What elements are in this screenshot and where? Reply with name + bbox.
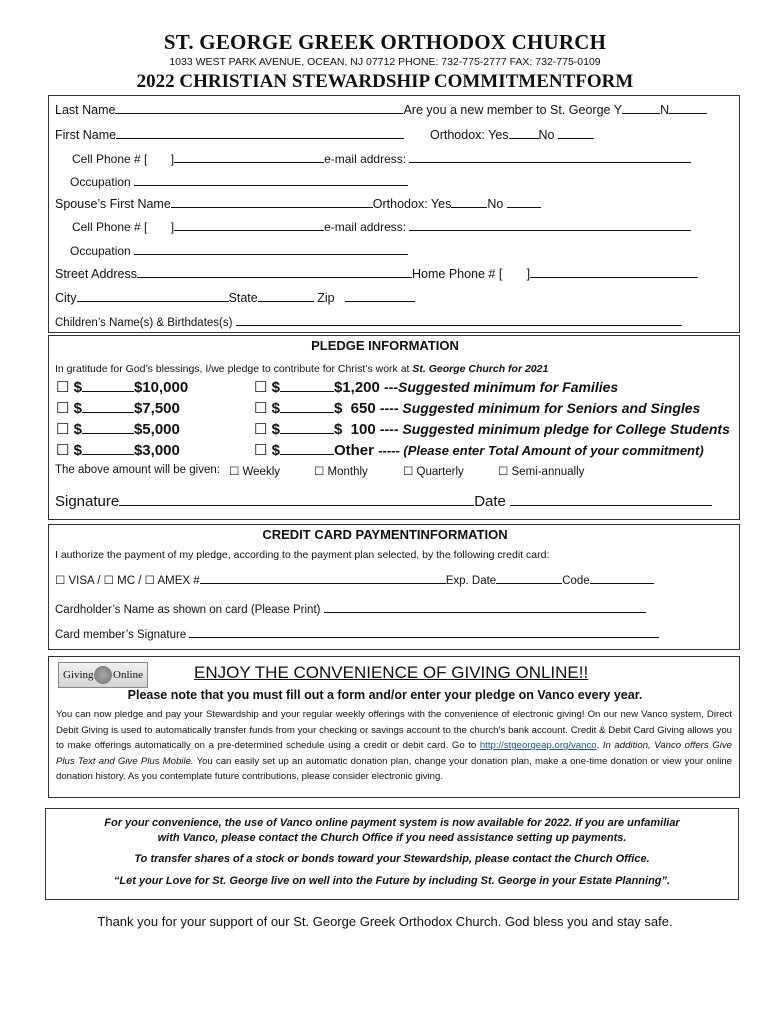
occupation-label: Occupation [70, 175, 131, 189]
code-label: Code [562, 575, 590, 587]
note-line-4: “Let your Love for St. George live on well into the Future by including St. George in your Estate Planning”. [113, 875, 671, 887]
cell-phone-label: Cell Phone # [ [72, 152, 148, 166]
email-label: e-mail address: [324, 152, 407, 166]
dollar-sign: $ [73, 442, 82, 459]
pledge-checkbox-1[interactable]: ☐ [56, 379, 70, 396]
new-member-no-field[interactable] [669, 102, 707, 114]
cardholder-row [55, 601, 646, 618]
pledge-amount-650: $ 650 [333, 400, 376, 417]
online-heading: ENJOY THE CONVENIENCE OF GIVING ONLINE!! [194, 663, 589, 682]
pledge-checkbox-6[interactable]: ☐ [254, 400, 268, 417]
pledge-note-students: ---- Suggested minimum pledge for College Students [379, 421, 730, 437]
dollar-sign: $ [73, 421, 82, 438]
online-body-text-1: You can now pledge and pay your Stewardship and your regular weekly offerings with the convenience of electronic giving! On our new Vanco system, Direct Debit Giving is used to automatically transfer funds from your checking or savings account to the church’s bank account. Credit & Debit Card Giving allows you to make offerings automatically on a pre-determined schedule using a credit or debit card. Go to [56, 709, 732, 752]
pledge-amount-1200: $1,200 [333, 379, 380, 396]
online-body-italic: In addition, Vanco offers Give Plus Text and Give Plus Mobile. [56, 740, 732, 767]
pledge-amount-field-6[interactable] [280, 401, 334, 413]
credit-heading: CREDIT CARD PAYMENTINFORMATION [262, 527, 508, 542]
card-row [55, 572, 654, 589]
first-name-row [55, 127, 404, 143]
monthly-checkbox[interactable]: ☐ [314, 466, 325, 478]
frequency-semiannually[interactable] [498, 464, 584, 478]
pledge-note-seniors: ---- Suggested minimum for Seniors and Singles [379, 400, 701, 416]
card-number-field[interactable] [200, 572, 446, 584]
pledge-amount-field-7[interactable] [280, 422, 334, 434]
pledge-amount-field-4[interactable] [82, 443, 134, 455]
praying-hands-icon [94, 666, 112, 684]
credit-authorize: I authorize the payment of my pledge, according to the payment plan selected, by the following credit card: [55, 549, 550, 561]
children-row [55, 314, 682, 331]
zip-label: Zip [317, 291, 335, 305]
online-body-text-3: You can easily set up an automatic donation plan, change your donation plan, make a one-time donation or view your online donation history. As you contemplate future contributions, please consider electronic giving. [56, 755, 732, 783]
vanco-link[interactable]: http://stgeorgeap.org/vanco [479, 740, 597, 752]
pledge-amount-3000: $3,000 [133, 442, 180, 459]
pledge-option-row-7 [254, 420, 730, 438]
occupation-field[interactable] [134, 174, 408, 186]
pledge-option-row-8 [254, 441, 704, 459]
signature-field[interactable] [119, 494, 474, 506]
weekly-label: Weekly [242, 466, 281, 478]
state-label: State [228, 291, 258, 305]
first-name-label: First Name [55, 128, 117, 142]
pledge-option-row-4 [56, 441, 180, 459]
pledge-amount-10000: $10,000 [133, 379, 189, 396]
home-phone-label: Home Phone # [ [412, 267, 503, 281]
pledge-amount-field-3[interactable] [82, 422, 134, 434]
pledge-amount-other: Other [333, 442, 374, 459]
date-label: Date [474, 493, 506, 510]
orthodox-no-field[interactable] [558, 127, 594, 139]
semiannually-label: Semi-annually [511, 466, 585, 478]
children-field[interactable] [236, 314, 682, 326]
online-body [56, 707, 732, 785]
pledge-amount-7500: $7,500 [133, 400, 180, 417]
pledge-amount-field-8[interactable] [280, 443, 334, 455]
spouse-cell-phone-field[interactable] [174, 219, 324, 231]
spouse-email-field[interactable] [409, 219, 691, 231]
city-row [55, 290, 415, 306]
card-member-signature-row [55, 626, 659, 643]
dollar-sign: $ [271, 442, 280, 459]
spouse-occupation-field[interactable] [134, 243, 408, 255]
pledge-checkbox-5[interactable]: ☐ [254, 379, 268, 396]
logo-text-giving: Giving [63, 669, 94, 681]
street-label: Street Address [55, 267, 137, 281]
spouse-occupation-row [70, 243, 408, 259]
frequency-weekly[interactable] [229, 464, 280, 478]
quarterly-checkbox[interactable]: ☐ [403, 466, 414, 478]
pledge-checkbox-7[interactable]: ☐ [254, 421, 268, 438]
church-title: ST. GEORGE GREEK ORTHODOX CHURCH [163, 30, 607, 54]
cell-phone-field[interactable] [174, 151, 324, 163]
bracket: ] [170, 152, 175, 166]
city-field[interactable] [77, 290, 229, 302]
quarterly-label: Quarterly [416, 466, 464, 478]
spouse-name-field[interactable] [171, 196, 373, 208]
pledge-intro [55, 362, 548, 377]
pledge-amount-field-5[interactable] [280, 380, 334, 392]
pledge-checkbox-2[interactable]: ☐ [56, 400, 70, 417]
exp-date-field[interactable] [496, 572, 562, 584]
semiannually-checkbox[interactable]: ☐ [498, 466, 509, 478]
pledge-amount-field-1[interactable] [82, 380, 134, 392]
card-member-signature-label: Card member’s Signature [55, 629, 187, 641]
spouse-orthodox-yes-field[interactable] [451, 196, 487, 208]
frequency-label: The above amount will be given: [55, 464, 220, 476]
spouse-cell-phone-label: Cell Phone # [ [72, 220, 148, 234]
spouse-email-label: e-mail address: [324, 220, 407, 234]
orthodox-label: Orthodox: Yes [430, 128, 509, 142]
first-name-field[interactable] [116, 127, 404, 139]
form-title: 2022 CHRISTIAN STEWARDSHIP COMMITMENTFORM [136, 71, 634, 92]
last-name-row [55, 102, 707, 118]
card-type-label[interactable]: ☐ VISA / ☐ MC / ☐ AMEX # [55, 575, 200, 587]
street-field[interactable] [137, 266, 412, 278]
online-body-text-2: . [596, 740, 603, 752]
dollar-sign: $ [73, 400, 82, 417]
monthly-label: Monthly [327, 466, 368, 478]
new-member-no-label: N [660, 103, 670, 117]
pledge-checkbox-3[interactable]: ☐ [56, 421, 70, 438]
spouse-orthodox-no-label: No [487, 197, 504, 211]
orthodox-row [430, 127, 594, 143]
pledge-note-other: ----- (Please enter Total Amount of your commitment) [378, 443, 704, 458]
dollar-sign: $ [271, 400, 280, 417]
spouse-orthodox-no-field[interactable] [507, 196, 541, 208]
spouse-row [55, 196, 541, 212]
exp-date-label: Exp. Date [445, 575, 497, 587]
pledge-amount-5000: $5,000 [133, 421, 180, 438]
children-label: Children’s Name(s) & Birthdates(s) [55, 317, 233, 329]
thank-you-message: Thank you for your support of our St. George Greek Orthodox Church. God bless you and stay safe. [97, 914, 673, 929]
pledge-intro-church: St. George Church for 2021 [412, 363, 549, 375]
orthodox-no-label: No [538, 128, 555, 142]
spouse-occupation-label: Occupation [70, 244, 131, 258]
signature-label: Signature [55, 493, 120, 510]
dollar-sign: $ [73, 379, 82, 396]
new-member-yes-field[interactable] [622, 102, 660, 114]
code-field[interactable] [590, 572, 654, 584]
last-name-label: Last Name [55, 103, 116, 117]
home-phone-field[interactable] [530, 266, 698, 278]
new-member-label: Are you a new member to St. George Y [403, 103, 623, 117]
state-field[interactable] [258, 290, 314, 302]
pledge-option-row-6 [254, 399, 700, 417]
pledge-heading: PLEDGE INFORMATION [311, 338, 459, 353]
pledge-checkbox-4[interactable]: ☐ [56, 442, 70, 459]
bracket: ] [170, 220, 175, 234]
email-field[interactable] [409, 151, 691, 163]
card-member-signature-field[interactable] [189, 626, 659, 638]
cardholder-field[interactable] [324, 601, 646, 613]
spouse-cell-phone-row [72, 219, 691, 235]
pledge-option-row-5 [254, 378, 618, 396]
frequency-quarterly[interactable] [403, 464, 464, 478]
pledge-amount-field-2[interactable] [82, 401, 134, 413]
street-row [55, 266, 698, 282]
date-field[interactable] [510, 494, 712, 506]
church-address: 1033 WEST PARK AVENUE, OCEAN, NJ 07712 PHONE: 732-775-2777 FAX: 732-775-0109 [169, 56, 601, 68]
zip-field[interactable] [345, 290, 415, 302]
note-line-2: with Vanco, please contact the Church Office if you need assistance setting up payments. [157, 832, 627, 844]
spouse-orthodox-label: Orthodox: Yes [372, 197, 452, 211]
bracket: ] [526, 267, 531, 281]
spouse-name-label: Spouse’s First Name [55, 197, 171, 211]
giving-online-logo [58, 662, 148, 688]
pledge-amount-100: $ 100 [333, 421, 376, 438]
pledge-option-row-1 [56, 378, 188, 396]
pledge-checkbox-8[interactable]: ☐ [254, 442, 268, 459]
city-label: City [55, 291, 77, 305]
dollar-sign: $ [271, 379, 280, 396]
dollar-sign: $ [271, 421, 280, 438]
pledge-note-families: ---Suggested minimum for Families [384, 379, 619, 395]
note-line-3: To transfer shares of a stock or bonds toward your Stewardship, please contact the Church Office. [134, 853, 650, 865]
logo-text-online: Online [113, 669, 143, 681]
signature-row [55, 494, 712, 509]
pledge-option-row-2 [56, 399, 180, 417]
pledge-option-row-3 [56, 420, 180, 438]
last-name-field[interactable] [115, 102, 403, 114]
cell-phone-row [72, 151, 691, 167]
weekly-checkbox[interactable]: ☐ [229, 466, 240, 478]
occupation-row [70, 174, 408, 190]
note-line-1: For your convenience, the use of Vanco online payment system is now available for 2022. If you are unfamiliar [104, 817, 680, 829]
frequency-monthly[interactable] [314, 464, 368, 478]
orthodox-yes-field[interactable] [509, 127, 539, 139]
online-subheading: Please note that you must fill out a form and/or enter your pledge on Vanco every year. [127, 688, 643, 702]
cardholder-label: Cardholder’s Name as shown on card (Please Print) [55, 604, 321, 616]
pledge-intro-text: In gratitude for God’s blessings, I/we pledge to contribute for Christ’s work at [55, 363, 413, 375]
